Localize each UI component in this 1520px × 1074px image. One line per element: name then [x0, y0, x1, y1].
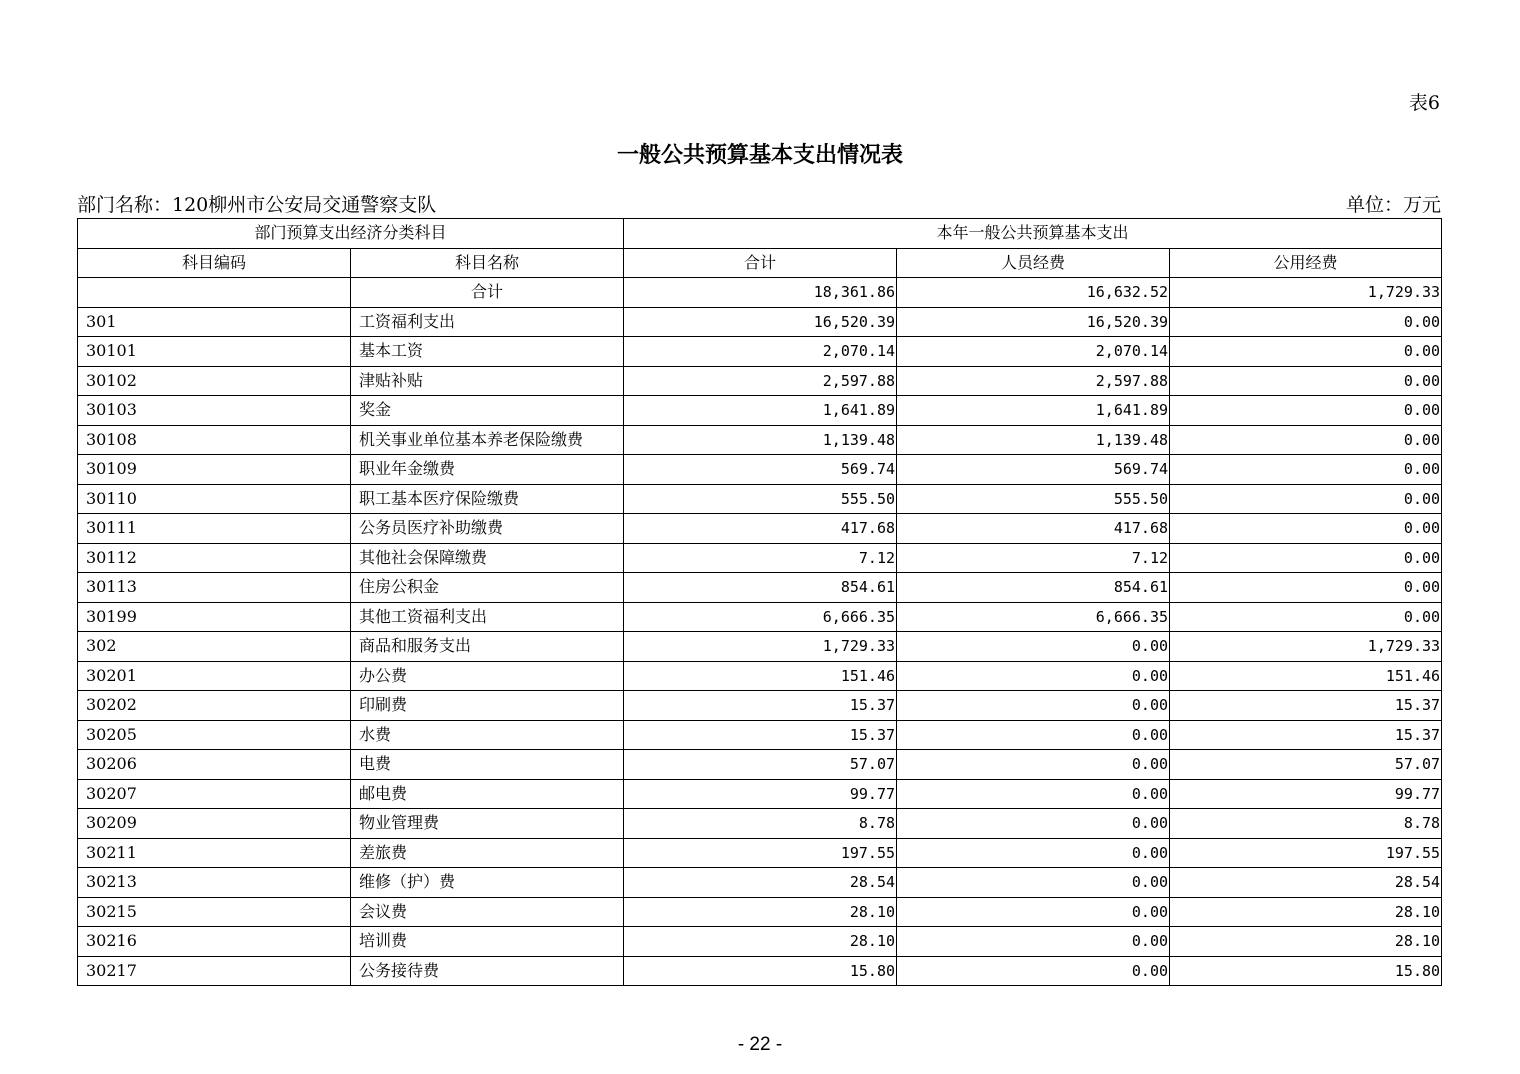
cell-personnel: 2,597.88: [897, 366, 1170, 396]
total-row: [78, 278, 1442, 308]
cell-total: 16,520.39: [624, 307, 897, 337]
cell-public: 0.00: [1170, 484, 1442, 514]
cell-personnel: 0.00: [897, 956, 1170, 986]
cell-public: 99.77: [1170, 779, 1442, 809]
cell-total: 197.55: [624, 838, 897, 868]
cell-name: 物业管理费: [351, 809, 624, 839]
cell-code: 30209: [78, 809, 351, 839]
cell-name: 津贴补贴: [351, 366, 624, 396]
cell-name: 商品和服务支出: [351, 632, 624, 662]
cell-total: 2,597.88: [624, 366, 897, 396]
table-row: [78, 691, 1442, 721]
cell-total: 1,729.33: [624, 632, 897, 662]
cell-name: 基本工资: [351, 337, 624, 367]
table-row: [78, 396, 1442, 426]
column-header-name: 科目名称: [351, 248, 624, 278]
cell-name: 培训费: [351, 927, 624, 957]
cell-public: 15.37: [1170, 720, 1442, 750]
cell-code: 30103: [78, 396, 351, 426]
cell-personnel: 0.00: [897, 927, 1170, 957]
column-header-code: 科目编码: [78, 248, 351, 278]
cell-total: 417.68: [624, 514, 897, 544]
cell-total: 99.77: [624, 779, 897, 809]
unit-label: 单位：万元: [1345, 194, 1441, 216]
cell-personnel: 1,139.48: [897, 425, 1170, 455]
cell-total: 1,641.89: [624, 396, 897, 426]
cell-code: 30216: [78, 927, 351, 957]
cell-personnel: 7.12: [897, 543, 1170, 573]
cell-code: 30108: [78, 425, 351, 455]
column-header-row: [78, 248, 1442, 278]
cell-public: 0.00: [1170, 366, 1442, 396]
cell-code: 30109: [78, 455, 351, 485]
table-row: [78, 897, 1442, 927]
cell-personnel: 555.50: [897, 484, 1170, 514]
cell-name: 职工基本医疗保险缴费: [351, 484, 624, 514]
cell-total: 15.37: [624, 720, 897, 750]
cell-code: 30213: [78, 868, 351, 898]
cell-code: 30113: [78, 573, 351, 603]
table-row: [78, 868, 1442, 898]
cell-public: 0.00: [1170, 514, 1442, 544]
cell-name: 印刷费: [351, 691, 624, 721]
column-header-public: 公用经费: [1170, 248, 1442, 278]
cell-total: 28.54: [624, 868, 897, 898]
table-row: [78, 602, 1442, 632]
table-row: [78, 927, 1442, 957]
cell-name: 奖金: [351, 396, 624, 426]
budget-table: [77, 218, 1442, 986]
table-row: [78, 809, 1442, 839]
total-row-personnel: 16,632.52: [897, 278, 1170, 308]
cell-personnel: 0.00: [897, 632, 1170, 662]
cell-code: 30205: [78, 720, 351, 750]
cell-public: 28.10: [1170, 897, 1442, 927]
cell-total: 8.78: [624, 809, 897, 839]
cell-code: 30110: [78, 484, 351, 514]
table-label: 表6: [1408, 92, 1440, 114]
cell-personnel: 417.68: [897, 514, 1170, 544]
table-row: [78, 366, 1442, 396]
table-row: [78, 838, 1442, 868]
cell-personnel: 0.00: [897, 720, 1170, 750]
page-number: - 22 -: [737, 1034, 783, 1055]
meta-row: [77, 190, 1441, 216]
cell-total: 28.10: [624, 927, 897, 957]
cell-personnel: 6,666.35: [897, 602, 1170, 632]
cell-code: 30202: [78, 691, 351, 721]
table-row: [78, 455, 1442, 485]
cell-personnel: 16,520.39: [897, 307, 1170, 337]
total-row-code: [78, 278, 351, 308]
table-row: [78, 337, 1442, 367]
cell-name: 电费: [351, 750, 624, 780]
cell-name: 办公费: [351, 661, 624, 691]
cell-public: 28.10: [1170, 927, 1442, 957]
cell-total: 6,666.35: [624, 602, 897, 632]
column-header-personnel: 人员经费: [897, 248, 1170, 278]
total-row-name: 合计: [351, 278, 624, 308]
cell-code: 30207: [78, 779, 351, 809]
cell-personnel: 0.00: [897, 868, 1170, 898]
cell-total: 15.37: [624, 691, 897, 721]
cell-public: 0.00: [1170, 543, 1442, 573]
cell-name: 职业年金缴费: [351, 455, 624, 485]
cell-public: 15.80: [1170, 956, 1442, 986]
cell-total: 7.12: [624, 543, 897, 573]
table-row: [78, 573, 1442, 603]
cell-total: 1,139.48: [624, 425, 897, 455]
cell-name: 公务员医疗补助缴费: [351, 514, 624, 544]
cell-code: 30201: [78, 661, 351, 691]
cell-public: 0.00: [1170, 455, 1442, 485]
cell-personnel: 569.74: [897, 455, 1170, 485]
cell-total: 555.50: [624, 484, 897, 514]
cell-public: 0.00: [1170, 307, 1442, 337]
cell-code: 30102: [78, 366, 351, 396]
cell-public: 57.07: [1170, 750, 1442, 780]
cell-personnel: 0.00: [897, 838, 1170, 868]
total-row-public: 1,729.33: [1170, 278, 1442, 308]
cell-total: 28.10: [624, 897, 897, 927]
cell-name: 差旅费: [351, 838, 624, 868]
table-row: [78, 543, 1442, 573]
page-title: 一般公共预算基本支出情况表: [616, 143, 903, 168]
department-name: 部门名称：120柳州市公安局交通警察支队: [77, 194, 437, 216]
table-row: [78, 425, 1442, 455]
table-row: [78, 720, 1442, 750]
total-row-total: 18,361.86: [624, 278, 897, 308]
cell-name: 邮电费: [351, 779, 624, 809]
table-row: [78, 484, 1442, 514]
cell-public: 1,729.33: [1170, 632, 1442, 662]
table-row: [78, 514, 1442, 544]
cell-code: 30101: [78, 337, 351, 367]
group-header-row: [78, 219, 1442, 249]
cell-public: 0.00: [1170, 425, 1442, 455]
cell-public: 151.46: [1170, 661, 1442, 691]
cell-public: 8.78: [1170, 809, 1442, 839]
cell-public: 0.00: [1170, 396, 1442, 426]
cell-name: 维修（护）费: [351, 868, 624, 898]
cell-public: 0.00: [1170, 573, 1442, 603]
table-row: [78, 632, 1442, 662]
cell-public: 197.55: [1170, 838, 1442, 868]
table-row: [78, 956, 1442, 986]
cell-personnel: 0.00: [897, 661, 1170, 691]
cell-personnel: 854.61: [897, 573, 1170, 603]
table-row: [78, 750, 1442, 780]
cell-total: 57.07: [624, 750, 897, 780]
cell-name: 工资福利支出: [351, 307, 624, 337]
cell-code: 30211: [78, 838, 351, 868]
cell-total: 854.61: [624, 573, 897, 603]
cell-code: 30206: [78, 750, 351, 780]
cell-total: 2,070.14: [624, 337, 897, 367]
cell-name: 住房公积金: [351, 573, 624, 603]
cell-personnel: 0.00: [897, 750, 1170, 780]
cell-public: 0.00: [1170, 602, 1442, 632]
cell-code: 30217: [78, 956, 351, 986]
group-header-classification: 部门预算支出经济分类科目: [78, 219, 624, 249]
cell-code: 30111: [78, 514, 351, 544]
cell-personnel: 0.00: [897, 691, 1170, 721]
cell-name: 公务接待费: [351, 956, 624, 986]
cell-code: 302: [78, 632, 351, 662]
cell-code: 30199: [78, 602, 351, 632]
cell-public: 0.00: [1170, 337, 1442, 367]
group-header-expenditure: 本年一般公共预算基本支出: [624, 219, 1442, 249]
cell-total: 151.46: [624, 661, 897, 691]
cell-total: 15.80: [624, 956, 897, 986]
cell-name: 水费: [351, 720, 624, 750]
table-row: [78, 661, 1442, 691]
cell-name: 机关事业单位基本养老保险缴费: [351, 425, 624, 455]
cell-personnel: 1,641.89: [897, 396, 1170, 426]
cell-total: 569.74: [624, 455, 897, 485]
cell-personnel: 0.00: [897, 897, 1170, 927]
cell-public: 28.54: [1170, 868, 1442, 898]
cell-name: 其他社会保障缴费: [351, 543, 624, 573]
cell-personnel: 0.00: [897, 779, 1170, 809]
cell-code: 30112: [78, 543, 351, 573]
cell-public: 15.37: [1170, 691, 1442, 721]
cell-code: 30215: [78, 897, 351, 927]
column-header-total: 合计: [624, 248, 897, 278]
cell-name: 会议费: [351, 897, 624, 927]
cell-name: 其他工资福利支出: [351, 602, 624, 632]
table-row: [78, 307, 1442, 337]
cell-code: 301: [78, 307, 351, 337]
cell-personnel: 0.00: [897, 809, 1170, 839]
table-row: [78, 779, 1442, 809]
cell-personnel: 2,070.14: [897, 337, 1170, 367]
